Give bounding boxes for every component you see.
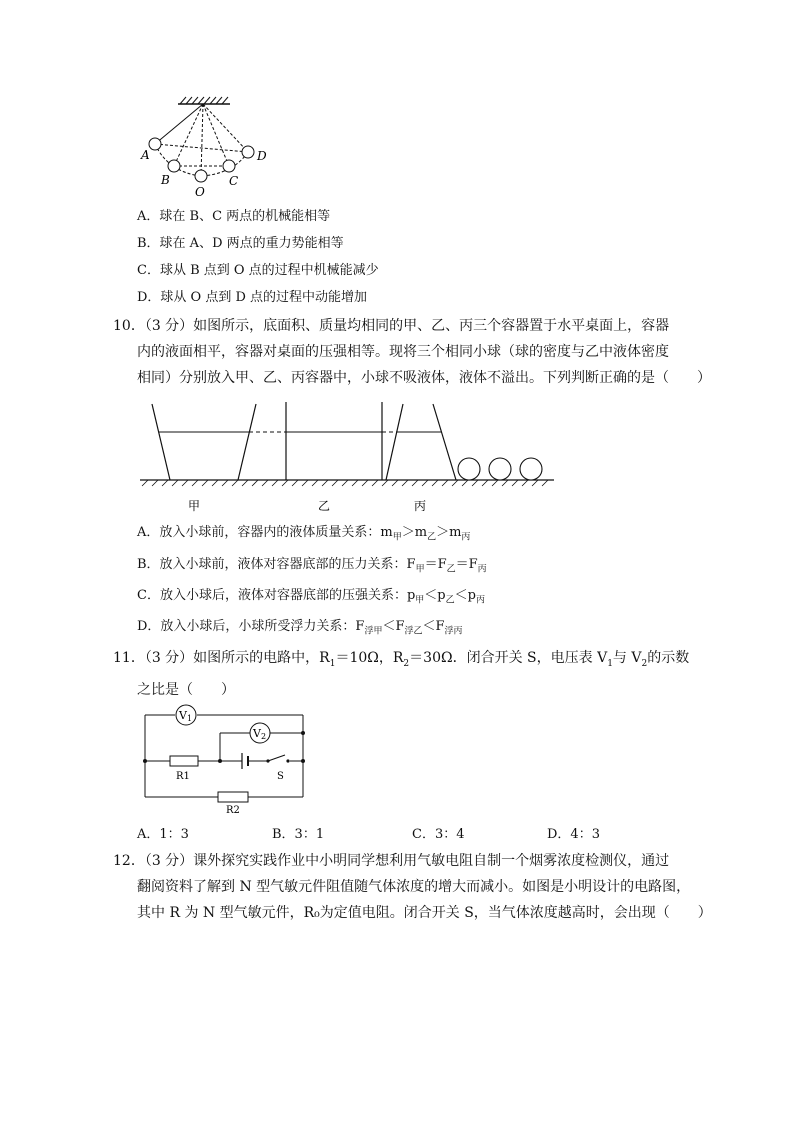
q10-line-1: 10．（3 分）如图所示，底面积、质量均相同的甲、乙、丙三个容器置于水平桌面上，容器	[113, 318, 670, 334]
v2-label: V2	[253, 727, 267, 741]
q9-option-d: D．球从 O 点到 D 点的过程中动能增加	[137, 290, 368, 305]
q9-option-b: B．球在 A、D 两点的重力势能相等	[137, 236, 344, 251]
circuit-figure	[140, 700, 310, 816]
label-c: C	[229, 174, 239, 188]
r2-label: R2	[226, 805, 240, 816]
small-ball-2	[489, 458, 511, 480]
q10-option-b: B．放入小球前，液体对容器底部的压力关系：$F_甲=F_乙=F_丙$	[137, 557, 487, 575]
q12-line-3: 其中 R 为 N 型气敏元件，R₀为定值电阻。闭合开关 S，当气体浓度越高时，会出现（ ）	[137, 905, 712, 921]
q12-line-2: 翻阅资料了解到 N 型气敏元件阻值随气体浓度的增大而减小。如图是小明设计的电路图，	[137, 879, 691, 895]
label-d: D	[257, 149, 267, 163]
q11-option-b: B．3：1	[272, 827, 325, 842]
q10-option-d: D．放入小球后，小球所受浮力关系：$F_{浮甲}<F_{浮乙}<F_{浮丙}$	[137, 619, 463, 637]
label-bing: 丙	[414, 499, 427, 513]
label-b: B	[161, 173, 170, 187]
q11-line-1: 11．（3 分）如图所示的电路中，$R_1=10\Omega$，$R_2=30\Omega$．闭合开关 S，电压表 $V_1$与 $V_2$的示数	[113, 650, 690, 669]
ball-c	[223, 160, 235, 172]
ball-a	[149, 138, 161, 150]
label-yi: 乙	[318, 499, 331, 513]
small-ball-3	[520, 458, 542, 480]
r1-label: R1	[176, 771, 190, 782]
q12-stem	[113, 848, 712, 926]
q12-line-1: 12．（3 分）课外探究实践作业中小明同学想利用气敏电阻自制一个烟雾浓度检测仪，通过	[113, 853, 670, 869]
v1-label: V1	[179, 709, 193, 723]
q10-option-c: C．放入小球后，液体对容器底部的压强关系：$p_甲<p_乙<p_丙$	[137, 588, 485, 606]
q10-stem	[113, 313, 711, 391]
ball-d	[242, 146, 254, 158]
pendulum-figure	[138, 92, 278, 202]
label-o: O	[195, 185, 205, 199]
q10-line-2: 内的液面相平，容器对桌面的压强相等。现将三个相同小球（球的密度与乙中液体密度	[137, 344, 669, 360]
q11-option-d: D．4：3	[547, 827, 600, 842]
containers-figure	[138, 398, 558, 518]
q11-option-c: C．3：4	[412, 827, 465, 842]
label-a: A	[141, 148, 150, 162]
q10-option-a: A．放入小球前，容器内的液体质量关系：$m_甲>m_乙>m_丙$	[137, 525, 471, 543]
q11-line-2: 之比是（ ）	[137, 681, 235, 698]
label-jia: 甲	[188, 499, 201, 513]
q9-option-c: C．球从 B 点到 O 点的过程中机械能减少	[137, 263, 379, 278]
q9-option-a: A．球在 B、C 两点的机械能相等	[137, 209, 331, 224]
ball-b	[168, 160, 180, 172]
q11-stem	[113, 645, 690, 703]
switch-label: S	[277, 771, 284, 782]
q11-option-a: A．1：3	[137, 827, 189, 842]
ball-o	[195, 170, 207, 182]
small-ball-1	[458, 458, 480, 480]
q10-line-3: 相同）分别放入甲、乙、丙容器中，小球不吸液体，液体不溢出。下列判断正确的是（ ）	[137, 370, 711, 386]
